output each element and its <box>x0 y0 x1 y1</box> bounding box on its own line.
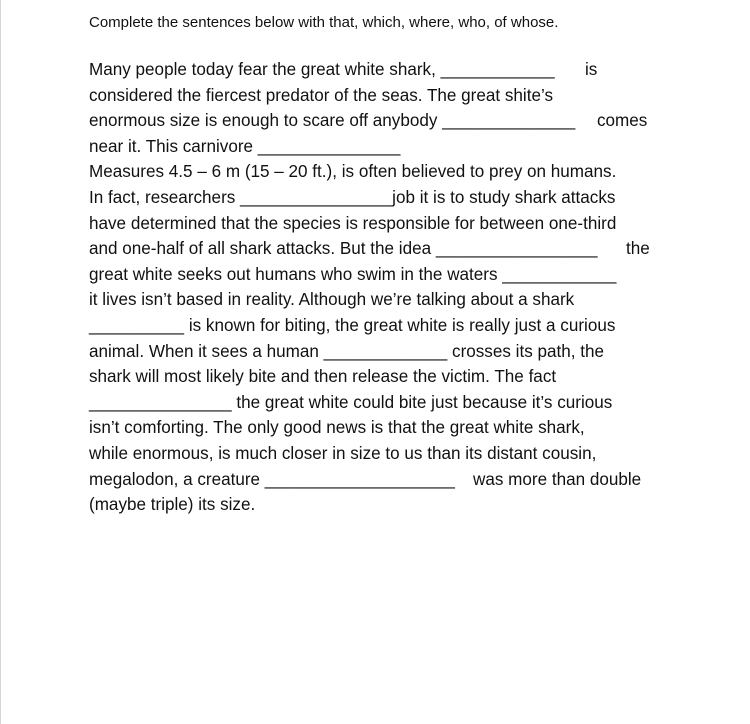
passage-line-16 <box>89 441 664 467</box>
passage-line-18-text: (maybe triple) its size. <box>89 495 256 515</box>
passage-line-1-text: Many people today fear the great white shark, ____________ <box>89 60 555 79</box>
passage-line-17 <box>89 467 664 493</box>
passage-line-13 <box>89 364 664 390</box>
passage-line-4 <box>89 134 664 160</box>
passage-line-9-text: great white seeks out humans who swim in the waters ____________ <box>89 264 617 284</box>
passage-line-12 <box>89 339 664 365</box>
passage-line-14-text: _______________ the great white could bite just because it’s curious <box>89 392 613 412</box>
passage-line-10 <box>89 287 664 313</box>
passage-line-18 <box>89 492 664 518</box>
passage-line-1 <box>89 57 664 83</box>
passage-line-11-text: __________ is known for biting, the great white is really just a curious <box>89 315 616 335</box>
passage-line-2-text: considered the fiercest predator of the seas. The great shite’s <box>89 85 554 105</box>
passage-line-8 <box>89 236 664 262</box>
passage-line-6-text: In fact, researchers ________________job it is to study shark attacks <box>89 187 616 207</box>
passage-line-8-end: the <box>626 239 650 259</box>
passage-line-3-text: enormous size is enough to scare off anybody ______________ <box>89 111 576 131</box>
passage-line-15-text: isn’t comforting. The only good news is that the great white shark, <box>89 418 585 438</box>
passage-line-12-text: animal. When it sees a human _____________ crosses its path, the <box>89 341 605 361</box>
passage-line-7-text: have determined that the species is responsible for between one-third <box>89 213 617 233</box>
passage-line-17-text: megalodon, a creature ____________________ <box>89 469 455 489</box>
exercise-passage <box>89 57 664 518</box>
passage-line-8-text: and one-half of all shark attacks. But the idea _________________ <box>89 239 598 259</box>
passage-line-15 <box>89 415 664 441</box>
passage-line-10-text: it lives isn’t based in reality. Although we’re talking about a shark <box>89 290 575 310</box>
passage-line-6 <box>89 185 664 211</box>
passage-line-5-text: Measures 4.5 – 6 m (15 – 20 ft.), is often believed to prey on humans. <box>89 162 617 182</box>
passage-line-5 <box>89 159 664 185</box>
passage-line-7 <box>89 211 664 237</box>
passage-line-2 <box>89 83 664 109</box>
passage-line-1-end: is <box>585 60 598 79</box>
passage-line-3-end: comes <box>597 111 648 131</box>
passage-line-14 <box>89 390 664 416</box>
passage-line-16-text: while enormous, is much closer in size to us than its distant cousin, <box>89 443 597 463</box>
passage-line-3 <box>89 108 664 134</box>
instruction-text: Complete the sentences below with that, which, where, who, of whose. <box>89 14 559 31</box>
passage-line-17-end: was more than double <box>473 469 642 489</box>
passage-line-9 <box>89 262 664 288</box>
page-edge <box>0 0 1 724</box>
passage-line-4-text: near it. This carnivore _______________ <box>89 136 401 156</box>
passage-line-13-text: shark will most likely bite and then release the victim. The fact <box>89 367 557 387</box>
passage-line-11 <box>89 313 664 339</box>
